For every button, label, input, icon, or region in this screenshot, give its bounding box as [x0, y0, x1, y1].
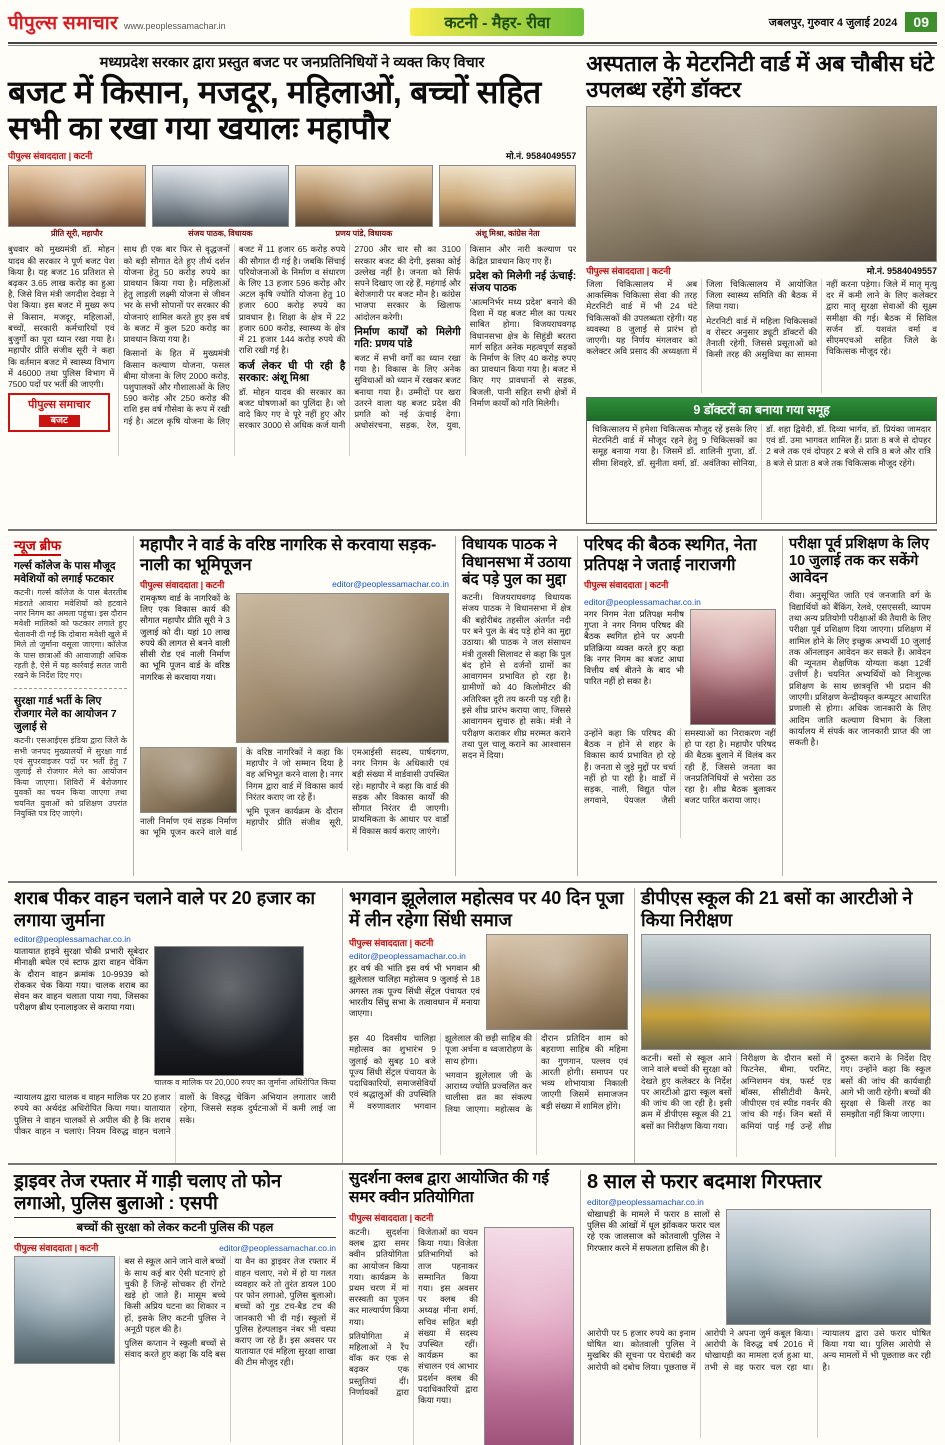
article-headline: शराब पीकर वाहन चलाने वाले पर 20 हजार का लगाया जुर्माना	[14, 888, 316, 930]
article-body	[140, 747, 449, 851]
editor-email: editor@peoplessamachar.co.in	[349, 951, 466, 962]
body-paragraph: हर वर्ष की भांति इस वर्ष भी भगवान श्री झूलेलाल चालिहा महोत्सव 9 जुलाई से 18 अगस्त तक पूज्य सिंधी सेंट्रल पंचायत एवं भारतीय सिंधु सभा के तत्वावधान में मनाया जाएगा।	[349, 963, 480, 1019]
lead-headline: बजट में किसान, मजदूर, महिलाओं, बच्चों सहित सभी का रखा गया खयालः महापौर	[8, 74, 542, 147]
sub-headline: प्रदेश को मिलेगी नई ऊंचाई: संजय पाठक	[469, 269, 577, 295]
dateline: जबलपुर, गुरुवार 4 जुलाई 2024	[768, 16, 898, 29]
editor-email: editor@peoplessamachar.co.in	[332, 579, 449, 590]
article-maternity	[586, 51, 937, 524]
article-body	[8, 244, 576, 456]
photo-text-row	[14, 946, 336, 1089]
article-summer-queen	[343, 1170, 581, 1445]
leader-portraits	[8, 165, 576, 240]
article-body	[584, 728, 776, 838]
body-paragraph: उन्होंने कहा कि परिषद की बैठक न होने से शहर के विकास कार्य प्रभावित हो रहे हैं। जनता से जुड़े मुद्दों पर चर्चा नहीं हो पा रही है। वार्डों में सड़क, नाली, विद्युत पोल लगवाने, पेयजल जैसी समस्याओं का निराकरण नहीं हो पा रहा है। महापौर परिषद की बैठक बुलाने में विलंब कर रही हैं, जिससे जनता का जनप्रतिनिधियों से भरोसा उठ रहा है। शीघ्र बैठक बुलाकर बजट पारित कराया जाए।	[584, 727, 776, 806]
photo-sanjay-pathak	[152, 165, 290, 227]
divider	[14, 688, 127, 689]
article-headline: भगवान झूलेलाल महोत्सव पर 40 दिन पूजा में लीन रहेगा सिंधी समाज	[349, 888, 624, 930]
photo-police-team	[726, 1209, 931, 1325]
article-dps-inspection	[635, 888, 937, 1165]
photo-text-row	[140, 593, 449, 743]
portrait-figure	[8, 165, 146, 240]
photo-caption: संजय पाठक, विधायक	[188, 229, 253, 239]
kicker: मध्यप्रदेश सरकार द्वारा प्रस्तुत बजट पर जनप्रतिनिधियों ने व्यक्त किए विचार	[99, 55, 485, 71]
contact-phone: मो.नं. 9584049557	[866, 266, 937, 277]
brief-headline: सुरक्षा गार्ड भर्ती के लिए रोजगार मेले का आयोजन 7 जुलाई से	[14, 694, 117, 734]
sub-headline: निर्माण कार्यों को मिलेगी गति: प्रणय पांडे	[354, 325, 461, 351]
editor-email: editor@peoplessamachar.co.in	[14, 934, 131, 945]
byline-row	[586, 264, 937, 277]
news-brief-item	[14, 695, 127, 820]
photo-hospital-meeting	[586, 106, 937, 262]
text-column	[349, 934, 480, 1030]
sub-headline: कर्ज लेकर घी पी रही है सरकार: अंशू मिश्रा	[238, 359, 346, 385]
article-body	[349, 1033, 628, 1155]
byline-row	[8, 149, 576, 162]
portrait-figure	[295, 165, 433, 240]
inset-logo-text: पीपुल्स समाचार	[28, 399, 91, 412]
news-brief-column	[8, 536, 134, 876]
budget-inset-logo	[8, 393, 110, 432]
photo-anshu-mishra	[439, 165, 577, 227]
maternity-headline: अस्पताल के मेटरनिटी वार्ड में अब चौबीस घंटे उपलब्ध रहेंगे डॉक्टर	[586, 51, 934, 102]
body-paragraph: इस 40 दिवसीय चालिहा महोत्सव का शुभारंभ 9 जुलाई को सुबह 10 बजे पूज्य सिंधी सेंट्रल पंचायत के पदाधिकारियों, समाजसेवियों एवं श्रद्धालुओं की उपस्थिति में वरुणावतार भगवान झूलेलाल की छड़ी साहिब की पूजा अर्चना व ध्वजारोहण के साथ होगा।	[349, 1033, 532, 1111]
body-paragraph: कटनी। विजयराघवगढ़ विधायक संजय पाठक ने विधानसभा में क्षेत्र की बहोरीबंद तहसील अंतर्गत नदी पर बने पुल के बंद पड़े होने का मुद्दा उठाया। श्री पाठक ने जल संसाधन मंत्री तुलसी सिलावट से कहा कि पुल बंद होने से दर्जनों ग्रामों का आवागमन प्रभावित हो रहा है। ग्रामीणों को 40 किलोमीटर की अतिरिक्त दूरी तय करनी पड़ रही है। इसे शीघ्र प्रारंभ कराया जाए, जिससे आवागमन सुचारु हो सके। मंत्री ने परीक्षण कराकर शीघ्र मरम्मत कराने तथा पुल चालू कराने का आश्वासन सदन में दिया।	[462, 592, 571, 761]
article-bhoomipujan	[134, 536, 456, 876]
photo-text-row	[587, 1209, 931, 1325]
website-link[interactable]: www.peoplessamachar.in	[124, 21, 226, 31]
inset-badge: बजट	[39, 415, 80, 428]
photo-caption: प्रणय पांडे, विधायक	[335, 229, 393, 239]
body-paragraph: नगर निगम नेता प्रतिपक्ष मनीष गुप्ता ने नगर निगम परिषद की बैठक स्थगित होने पर अपनी प्रतिक्रिया व्यक्त करते हुए कहा कि नगर निगम का बजट आधा वित्तीय वर्ष बीतने के बाद भी पारित नहीं हो सका है।	[584, 608, 684, 687]
body-paragraph: न्यायालय द्वारा चालक व वाहन मालिक पर 20 हजार रुपये का अर्थदंड अधिरोपित किया गया। यातायात पुलिस ने वाहन चालकों से अपील की है कि शराब पीकर वाहन न चलाएं। नियम विरुद्ध वाहन चलाने वालों के विरुद्ध चेकिंग अभियान लगातार जारी रहेगा, जिससे सड़क दुर्घटनाओं में कमी लाई जा सके।	[14, 1092, 336, 1136]
newspaper-logo: पीपुल्स समाचार	[8, 13, 119, 34]
byline-row	[14, 934, 336, 944]
body-paragraph: बस से स्कूल आने जाने वाले बच्चों के साथ कई बार ऐसी घटनाएं हो चुकी हैं जिन्हें सोचकर ही रोंगटे खड़े हो जाते हैं। मासूम बच्चे किसी अप्रिय घटना का शिकार न हों, इसके लिए कटनी पुलिस ने अनूठी पहल की है।	[124, 1256, 226, 1334]
editor-email: editor@peoplessamachar.co.in	[587, 1197, 704, 1208]
edition-band: कटनी - मैहर- रीवा	[410, 8, 584, 36]
article-parishad	[578, 536, 783, 876]
body-paragraph: नाली निर्माण एवं सड़क निर्माण का भूमि पूजन करने वाले वार्ड के वरिष्ठ नागरिकों ने कहा कि महापौर ने जो सम्मान दिया है वह अभिभूत करने वाला है। नगर निगम द्वारा वार्ड में विकास कार्य निरंतर कराए जा रहे हैं।	[140, 746, 343, 838]
photo-text-row	[349, 1227, 574, 1445]
masthead	[8, 5, 937, 39]
article-body	[587, 1328, 931, 1438]
photo-text-row	[584, 609, 776, 725]
body-paragraph: कटनी। सुदर्शना क्लब द्वारा समर क्वीन प्रतियोगिता का आयोजन किया गया। कार्यक्रम के प्रथम चरण में मां सरस्वती का पूजन कर माल्यार्पण किया गया।	[349, 1226, 409, 1327]
brief-headline: गर्ल्स कॉलेज के पास मौजूद मवेशियों को लगाई फटकार	[14, 560, 116, 586]
body-paragraph: निरीक्षण के दौरान बसों में फिटनेस, बीमा, परमिट, अग्निशमन यंत्र, फर्स्ट एड बॉक्स, सीसीटीवी कैमरे, जीपीएस एवं स्पीड गवर्नर की जांच की गई। जिन बसों में कमियां पाई गईं उन्हें शीघ्र दुरुस्त कराने के निर्देश दिए गए। उन्होंने कहा कि स्कूल बसों की जांच की कार्यवाही आगे भी जारी रहेगी। बच्चों की सुरक्षा से किसी तरह का समझौता नहीं किया जाएगा।	[740, 1053, 931, 1131]
brief-body: कटनी। गर्ल्स कॉलेज के पास बेतरतीब मंडराते आवारा मवेशियों को हटवाने नगर निगम का अमला पहुंचा। इस दौरान मवेशी मालिकों को फटकार लगाते हुए चेतावनी दी गई कि दोबारा मवेशी खुले में मिले तो जुर्माना वसूला जाएगा। कॉलेज के पास छात्राओं की आवाजाही अधिक रहती है, ऐसे में यह कार्रवाई सतत जारी रखने के निर्देश दिए गए।	[14, 588, 127, 681]
byline: पीपुल्स संवाददाता | कटनी	[349, 938, 434, 949]
body-paragraph: चिकित्सालय में हमेशा चिकित्सक मौजूद रहें इसके लिए मेटरनिटी वार्ड में मौजूद रहने हेतु 9 चिकित्सकों का समूह बनाया गया है। जिसमें डॉ. शालिनी गुप्ता, डॉ. सीमा शिवहरे, डॉ. सुनीता वर्मा, डॉ. अवंतिका सोनिया, डॉ. शहा द्विवेदी, डॉ. दिव्या भार्गव, डॉ. प्रियंका जामदार एवं डॉ. उमा भागवत शामिल हैं। प्रातः 8 बजे से दोपहर 2 बजे तक एवं दोपहर 2 बजे से रात्रि 8 बजे और रात्रि 8 बजे से प्रातः 8 बजे तक चिकित्सक मौजूद रहेंगे।	[592, 424, 931, 468]
article-body	[14, 1256, 336, 1442]
article-headline: सुदर्शना क्लब द्वारा आयोजित की गई समर क्वीन प्रतियोगिता	[349, 1170, 549, 1206]
article-body	[641, 1053, 931, 1157]
top-section	[8, 51, 937, 531]
row-four	[8, 1165, 937, 1445]
article-jhulelal	[343, 888, 635, 1165]
byline-row	[14, 1241, 336, 1254]
article-headline: 8 साल से फरार बदमाश गिरफ्तार	[587, 1171, 822, 1194]
contact-phone: मो.नं. 9584049557	[505, 151, 577, 162]
body-paragraph: भूमि पूजन कार्यक्रम के दौरान महापौर प्रीति संजीव सूरी, एमआईसी सदस्य, पार्षदगण, नगर निगम के अधिकारी एवं बड़ी संख्या में वार्डवासी उपस्थित रहे। महापौर ने कहा कि वार्ड की सड़क और विकास कार्यों की सौगात निरंतर दी जाएगी। प्राथमिकता के आधार पर वार्डों में विकास कार्य कराए जाएंगे।	[246, 746, 449, 836]
photo-caption: अंशू मिश्रा, कांग्रेस नेता	[475, 229, 540, 239]
editor-email: editor@peoplessamachar.co.in	[584, 596, 701, 607]
photo-sp-officer	[14, 1256, 115, 1364]
sub-article-body	[587, 421, 936, 523]
body-paragraph: भगवान झूलेलाल जी के आराध्य ज्योति प्रज्वलित कर चालीसा व्रत का संकल्प लिया जाएगा। महोत्सव के दौरान प्रतिदिन शाम को बहराणा साहिब की महिमा का गुणगान, पल्लव एवं आरती होगी। समापन पर भव्य शोभायात्रा निकाली जाएगी जिसमें समाजजन बड़ी संख्या में शामिल होंगे।	[445, 1033, 628, 1114]
body-paragraph: जिला चिकित्सालय में अब आकस्मिक चिकित्सा सेवा की तरह मेटरनिटी वार्ड में भी 24 घंटे चिकित्सकों की उपलब्धता रहेगी। यह व्यवस्था 8 जुलाई से प्रारंभ हो जाएगी। यह निर्णय मंगलवार को कलेक्टर अवि प्रसाद की अध्यक्षता में जिला चिकित्सालय में आयोजित जिला स्वास्थ्य समिति की बैठक में लिया गया।	[586, 279, 818, 357]
page-number: 09	[905, 12, 937, 32]
body-paragraph: प्रतियोगिता में महिलाओं ने रैंप वॉक कर एक से बढ़कर एक प्रस्तुतियां दीं। निर्णायकों द्वारा विजेताओं का चयन किया गया। विजेता प्रतिभागियों को ताज पहनाकर सम्मानित किया गया। इस अवसर पर क्लब की अध्यक्ष मीना शर्मा, सचिव सहित बड़ी संख्या में सदस्य उपस्थित रहीं। कार्यक्रम का संचालन एवं आभार प्रदर्शन क्लब की पदाधिकारियों द्वारा किया गया।	[349, 1226, 478, 1406]
news-brief-item	[14, 560, 127, 682]
byline: पीपुल्स संवाददाता | कटनी	[349, 1212, 434, 1223]
article-headline: डीपीएस स्कूल की 21 बसों का आरटीओ ने किया निरीक्षण	[641, 888, 913, 930]
body-paragraph: बजट में सभी वर्गों का ध्यान रखा गया है। विकास के लिए अनेक सुविधाओं को ध्यान में रखकर बजट बनाया गया है। उम्मीदों पर खरा उतरने वाला यह बजट प्रदेश की प्रगति को नई ऊंचाई देगा। अधोसंरचना, सड़क, रेल, युवा, किसान और नारी कल्याण पर केंद्रित प्रावधान किए गए हैं।	[354, 244, 577, 431]
byline: पीपुल्स संवाददाता | कटनी	[140, 579, 225, 590]
body-paragraph: बुधवार को मुख्यमंत्री डॉ. मोहन यादव की सरकार ने पूर्ण बजट पेश किया है। यह बजट 16 प्रतिशत से बढ़कर 3.65 लाख करोड़ का हुआ है, जिसे वित्त मंत्री जगदीश देवड़ा ने पेश किया। इस बजट में मुख्य रूप से किसान, मजदूर, महिलाओं, बच्चों, सरकारी कर्मचारियों एवं बुजुर्गों का पूरा ध्यान रखा गया है। महापौर प्रीति संजीव सूरी ने कहा कि वर्तमान बजट में स्वास्थ्य विभाग में 46000 तथा पुलिस विभाग में 7500 पदों पर भर्ती की जाएगी।	[8, 244, 115, 389]
article-headline: परिषद की बैठक स्थगित, नेता प्रतिपक्ष ने जताई नाराजगी	[584, 536, 757, 574]
masthead-right	[769, 12, 937, 32]
body-paragraph: किसानों के हित में मुख्यमंत्री किसान कल्याण योजना, फसल बीमा योजना के लिए 2000 करोड़, पशुपालकों और गौशालाओं के लिए 590 करोड़ और 250 करोड़ की राशि इस वर्ष गौसेवा के रूप में रखी गई है। अटल कृषि योजना के लिए बजट में 11 हजार 65 करोड़ रुपये की सौगात दी गई है। जबकि सिंचाई परियोजनाओं के निर्माण व संधारण के लिए 13 हजार 596 करोड़ और अटल कृषि ज्योति योजना हेतु 10 हजार 600 करोड़ रुपये का प्रावधान है। शिक्षा के क्षेत्र में 22 हजार 600 करोड़, स्वास्थ्य के क्षेत्र में 21 हजार 144 करोड़ रुपये की राशि रखी गई है।	[123, 244, 346, 426]
photo-pranay-pandey	[295, 165, 433, 227]
photo-school-bus-inspection	[641, 934, 931, 1050]
body-paragraph: रामकृष्ण वार्ड के नागरिकों के लिए एक विकास कार्य की सौगात महापौर प्रीति सूरी ने 3 जुलाई को दी। यहां 10 लाख रुपये की लागत से बनने वाली सीसी रोड एवं नाली निर्माण का भूमि पूजन वार्ड के वरिष्ठ नागरिक से करवाया गया।	[140, 592, 230, 682]
byline: पीपुल्स संवाददाता | कटनी	[8, 151, 93, 162]
body-paragraph: साथ ही एक बार फिर से वृद्धजनों को बड़ी सौगात देते हुए तीर्थ दर्शन योजना हेतु 50 करोड़ रुपये का प्रावधान किया गया है। महिलाओं हेतु लाड़ली लक्ष्मी योजना से जीवन भर के सभी सोपानों पर सरकार की योजनाएं शामिल करते हुए इस वर्ष के बजट में कुल 520 करोड़ का प्रावधान किया गया है।	[123, 244, 230, 345]
body-paragraph: धोखाधड़ी के मामले में फरार 8 सालों से पुलिस की आंखों में धूल झोंककर फरार चल रहे एक जालसाज को कोतवाली पुलिस ने गिरफ्तार करने में सफलता हासिल की है।	[587, 1209, 720, 1253]
portrait-figure	[439, 165, 577, 240]
editor-email: editor@peoplessamachar.co.in	[219, 1242, 336, 1253]
sub-headline: बच्चों की सुरक्षा को लेकर कटनी पुलिस की पहल	[14, 1217, 336, 1238]
body-paragraph: रीवा। अनुसूचित जाति एवं जनजाति वर्ग के विद्यार्थियों को बैंकिंग, रेलवे, एसएससी, व्यापम तथा अन्य प्रतियोगी परीक्षाओं की तैयारी के लिए परीक्षा पूर्व प्रशिक्षण दिया जाएगा। प्रशिक्षण में शामिल होने के लिए इच्छुक अभ्यर्थी 10 जुलाई तक ऑनलाइन आवेदन कर सकते हैं। आवेदन की न्यूनतम शैक्षणिक योग्यता कक्षा 12वीं उत्तीर्ण है। चयनित अभ्यर्थियों को निःशुल्क प्रशिक्षण के साथ छात्रवृत्ति भी प्रदान की जाएगी। प्रशिक्षण केन्द्रीयकृत कम्प्यूटर आधारित प्रणाली से होगा। अधिक जानकारी के लिए आदिम जाति कल्याण विभाग के जिला कार्यालय में संपर्क कर जानकारी प्राप्त की जा सकती है।	[789, 590, 931, 748]
row-three	[8, 883, 937, 1165]
masthead-rule	[8, 42, 937, 46]
photo-priti-suri	[8, 165, 146, 227]
photo-caption: प्रीति सूरी, महापौर	[50, 229, 103, 239]
article-pul-mudda	[456, 536, 578, 876]
body-paragraph: 'आत्मनिर्भर मध्य प्रदेश' बनाने की दिशा में यह बजट मील का पत्थर साबित होगा। विजयराघवगढ़ विधानसभा क्षेत्र के सिहुंडी बरतरा मार्ग सहित अनेक महत्वपूर्ण सड़कों के निर्माण के लिए 40 करोड़ रुपए का प्रावधान किया गया है। बजट में किए गए प्रावधानों से सड़क, बिजली, पानी सहित सभी क्षेत्रों में निर्माण कार्यों को गति मिलेगी।	[469, 296, 577, 408]
article-budget	[8, 51, 576, 524]
article-headline: ड्राइवर तेज रफ्तार में गाड़ी चलाए तो फोन लगाओ, पुलिस बुलाओ : एसपी	[14, 1170, 282, 1214]
article-headline: महापौर ने वार्ड के वरिष्ठ नागरिक से करवाया सड़क-नाली का भूमिपूजन	[140, 536, 437, 574]
article-headline: परीक्षा पूर्व प्रशिक्षण के लिए 10 जुलाई तक कर सकेंगे आवेदन	[789, 536, 929, 587]
photo-neta-pratipaksh	[690, 609, 776, 725]
body-paragraph: डॉ. मोहन यादव की सरकार का बजट घोषणाओं का पुलिंदा है। जो वादे किए गए वे पूरे नहीं हुए और सरकार 3000 से अधिक कर्ज यानी 2700 और चार सौ का 3100 सरकार बजट की देगी, इसका कोई उल्लेख नहीं है। जनता को सिर्फ सपने दिखाए जा रहे हैं, महंगाई और बेरोजगारी पर बजट मौन है। कांग्रेस भाजपा सरकार के खिलाफ आंदोलन करेगी।	[238, 244, 461, 431]
body-paragraph: यातायात हाइवे सुरक्षा चौकी प्रभारी सूबेदार मीनाक्षी बघेल एवं स्टाफ द्वारा वाहन चेकिंग के दौरान वाहन क्रमांक 10-9939 को रोककर चेक किया गया। चालक शराब का सेवन कर वाहन चलाता पाया गया, जिसका परीक्षण ब्रीथ एनालाइजर से कराया गया।	[14, 946, 149, 1013]
photo-summer-queen-event	[484, 1227, 574, 1445]
brief-body: कटनी। एसआईएस इंडिया द्वारा जिले के सभी जनपद मुख्यालयों में सुरक्षा गार्ड एवं सुपरवाइजर पदों पर भर्ती हेतु 7 जुलाई से रोजगार मेले का आयोजन किया जाएगा। शिविरों में बेरोजगार युवकों का चयन किया जाएगा तथा चयनित युवाओं को प्रशिक्षण उपरांत नियुक्ति पत्र दिए जाएंगे।	[14, 736, 127, 818]
body-paragraph: कटनी। बसों से स्कूल आने जाने वाले बच्चों की सुरक्षा को देखते हुए कलेक्टर के निर्देश पर आरटीओ द्वारा स्कूल बसों की जांच की जा रही है। इसी क्रम में डीपीएस स्कूल की 21 बसों का निरीक्षण किया गया।	[641, 1053, 732, 1131]
section-title: न्यूज ब्रीफ	[14, 536, 61, 556]
mid-section	[8, 531, 937, 883]
body-paragraph: पुलिस कप्तान ने स्कूली बच्चों से संवाद करते हुए कहा कि यदि बस या वैन का ड्राइवर तेज रफ्तार में वाहन चलाए, नशे में हो या गलत व्यवहार करे तो तुरंत डायल 100 पर फोन लगाओ, पुलिस बुलाओ। बच्चों को गुड टच-बैड टच की जानकारी भी दी गई। स्कूलों में पुलिस हेल्पलाइन नंबर भी चस्पा कराए जा रहे हैं। इस अवसर पर यातायात एवं महिला सुरक्षा शाखा की टीम मौजूद रही।	[124, 1256, 336, 1368]
byline-row	[140, 578, 449, 591]
byline: पीपुल्स संवाददाता | कटनी	[584, 579, 669, 590]
sub-article-doctors-group	[586, 397, 937, 524]
article-sharab-jurmana	[8, 888, 343, 1165]
byline-row	[587, 1197, 931, 1207]
body-paragraph: आरोपी पर 5 हजार रुपये का इनाम घोषित था। कोतवाली पुलिस ने मुखबिर की सूचना पर घेराबंदी कर आरोपी को दबोच लिया। पूछताछ में आरोपी ने अपना जुर्म कबूल किया। आरोपी के विरुद्ध वर्ष 2016 में धोखाधड़ी का मामला दर्ज हुआ था, तभी से वह फरार चल रहा था। न्यायालय द्वारा उसे फरार घोषित किया गया था। पुलिस आरोपी से अन्य मामलों में भी पूछताछ कर रही है।	[587, 1328, 931, 1372]
masthead-left	[8, 9, 226, 35]
article-body	[586, 279, 937, 393]
byline: पीपुल्स संवाददाता | कटनी	[586, 266, 671, 277]
article-body	[349, 1227, 478, 1445]
byline-row	[584, 578, 776, 607]
photo-sindhi-samaj	[486, 934, 628, 1030]
body-paragraph: मेटरनिटी वार्ड में महिला चिकित्सकों व रोस्टर अनुसार ड्यूटी डॉक्टरों की तैनाती रहेगी, जिससे प्रसूताओं को किसी तरह की असुविधा का सामना नहीं करना पड़ेगा। जिले में मातृ मृत्यु दर में कमी लाने के लिए कलेक्टर द्वारा मातृ सुरक्षा सेवाओं की सूक्ष्म समीक्षा की गई। बैठक में सिविल सर्जन डॉ. यशवंत वर्मा व सीएमएचओ सहित जिले के चिकित्सक मौजूद रहे।	[706, 279, 937, 360]
photo-bhoomipujan-ritual	[140, 747, 237, 813]
photo-truck-checking	[154, 946, 304, 1076]
byline-row	[349, 1211, 574, 1224]
photo-text-row	[349, 934, 628, 1030]
article-pariksha-training	[783, 536, 937, 876]
sub-article-headline: 9 डॉक्टरों का बनाया गया समूह	[587, 398, 936, 421]
article-driver-sp	[8, 1170, 343, 1445]
article-headline: विधायक पाठक ने विधानसभा में उठाया बंद पड़े पुल का मुद्दा	[462, 536, 571, 589]
photo-bhoomipujan-ceremony	[236, 593, 449, 743]
photo-caption: चालक व मालिक पर 20,000 रुपए का जुर्माना अधिरोपित किया	[154, 1078, 336, 1088]
photo-figure	[154, 946, 336, 1089]
byline-row	[349, 951, 480, 961]
byline-row	[349, 936, 480, 949]
article-badmash-arrest	[581, 1170, 937, 1445]
portrait-figure	[152, 165, 290, 240]
byline: पीपुल्स संवाददाता | कटनी	[14, 1243, 99, 1254]
article-body	[14, 1092, 336, 1165]
